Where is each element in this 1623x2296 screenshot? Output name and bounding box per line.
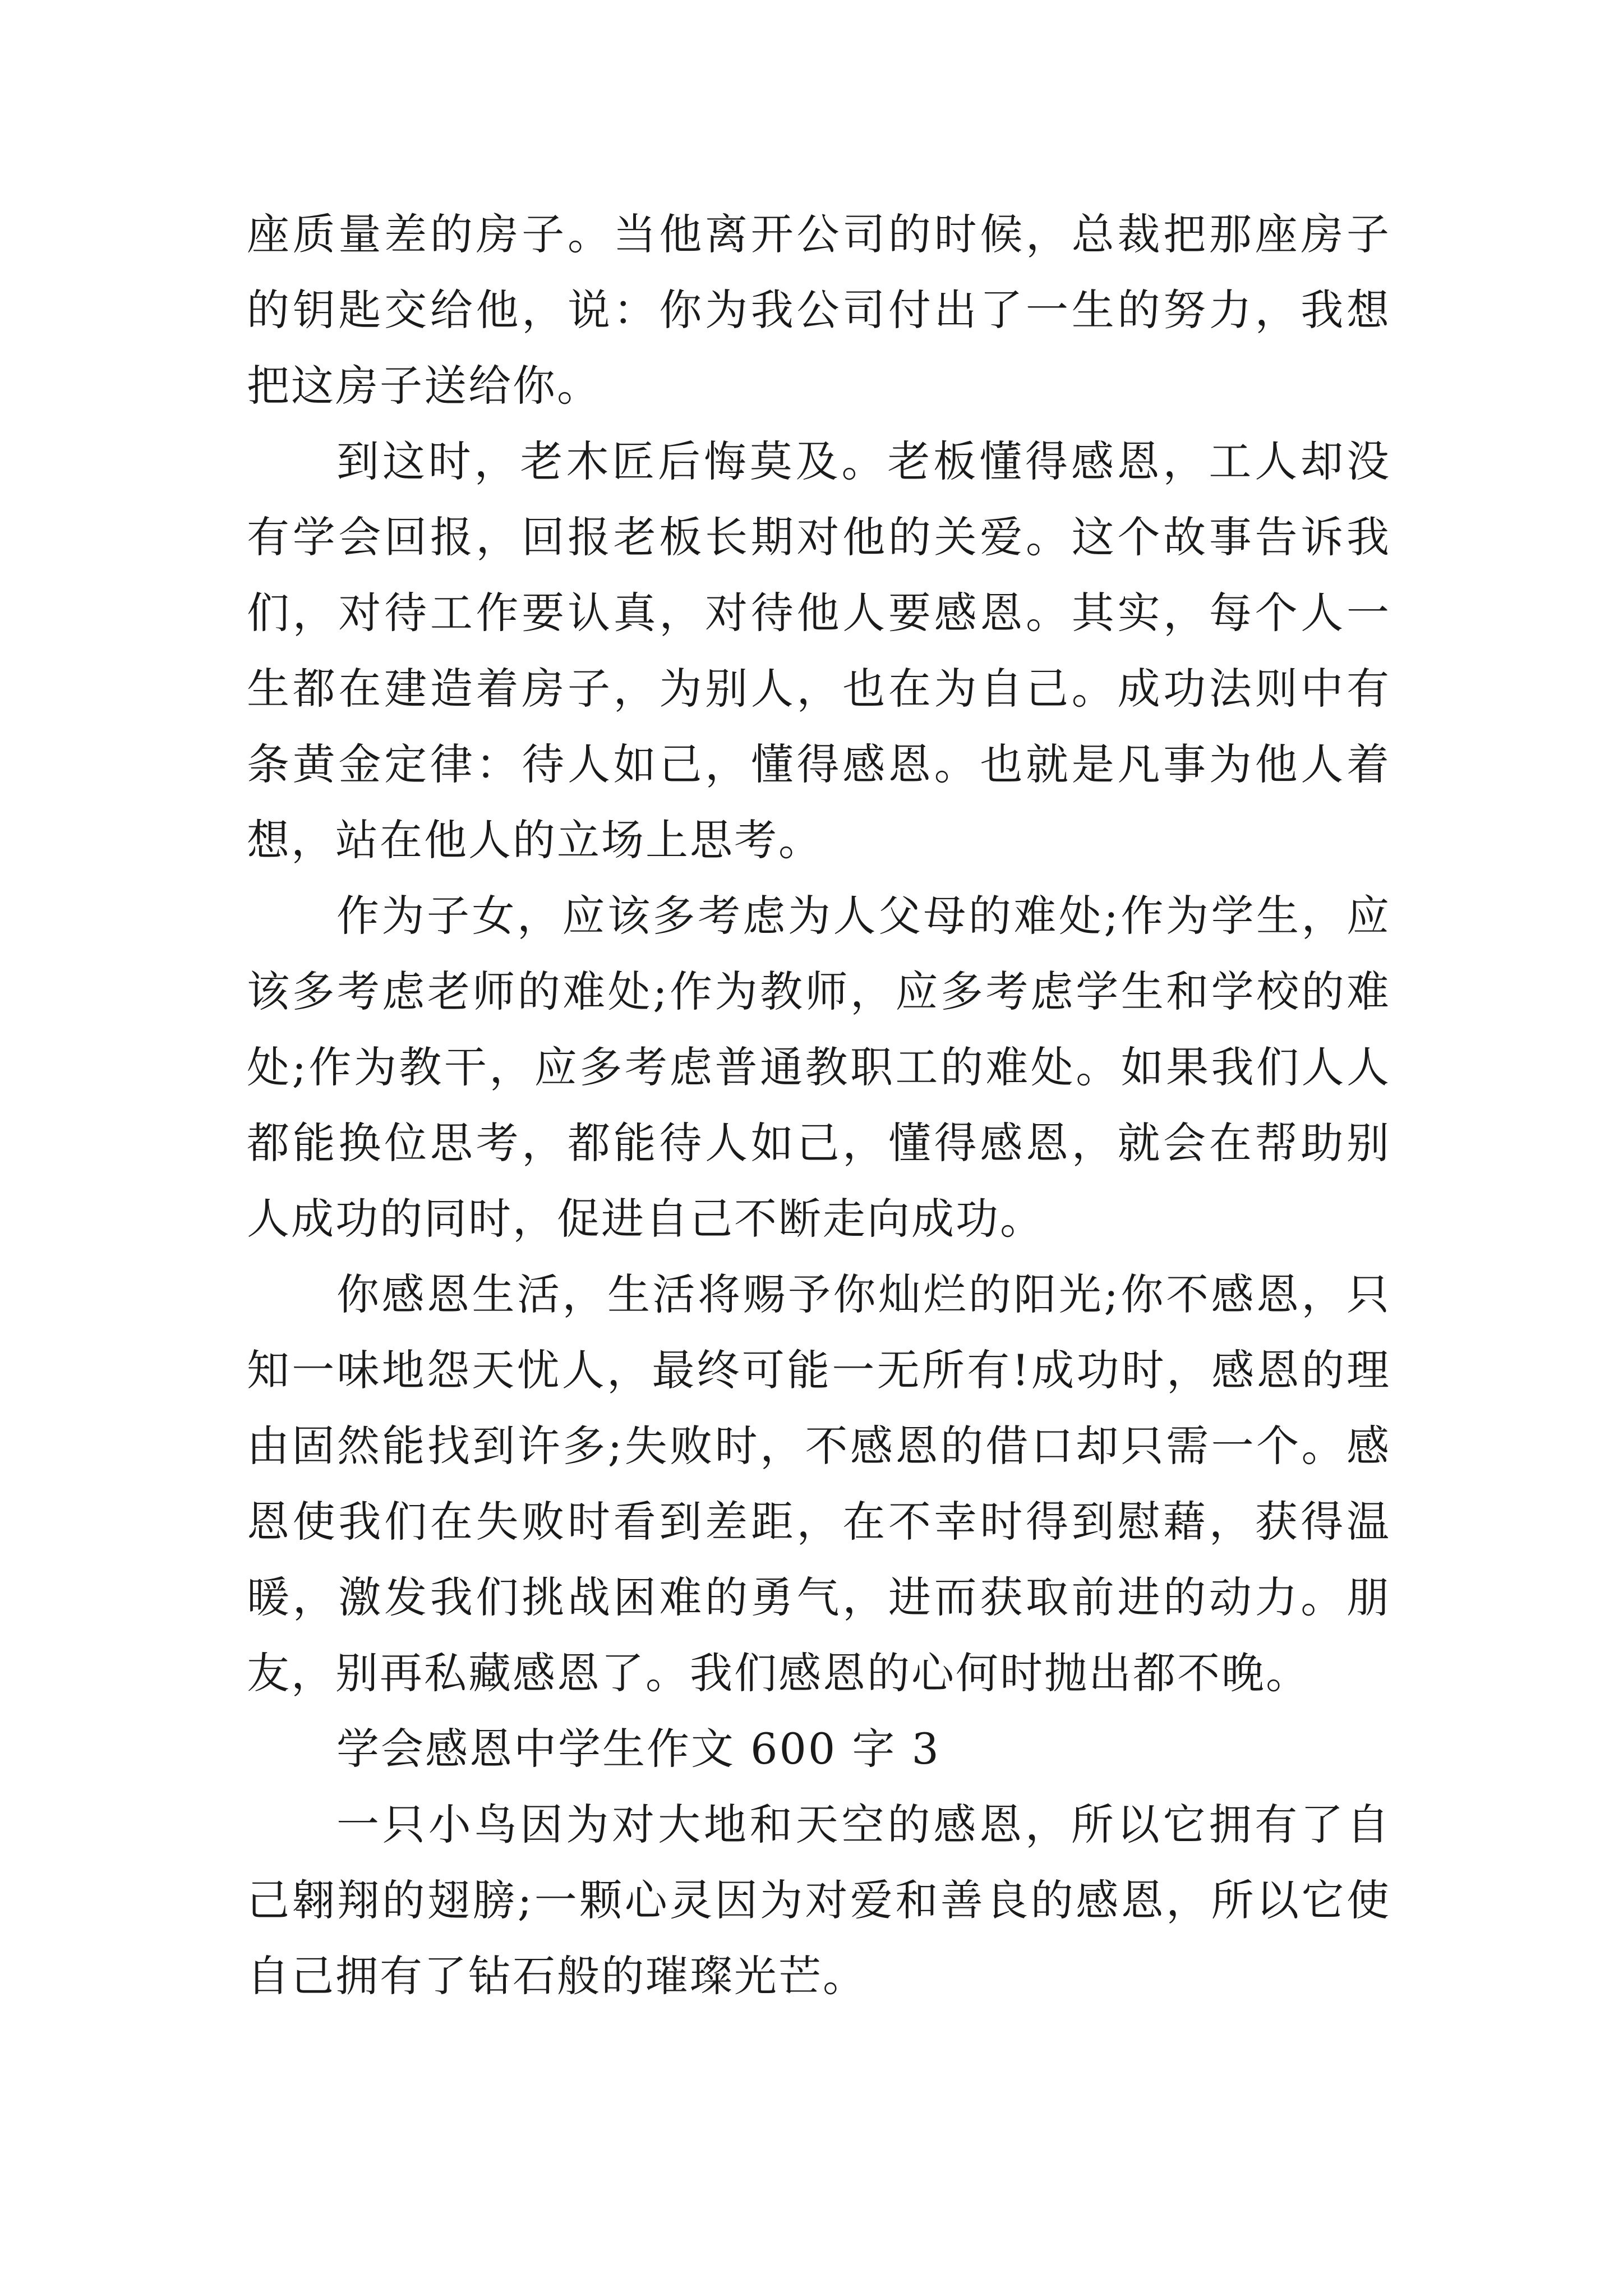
document-body bbox=[247, 196, 1391, 2014]
paragraph-2: 到这时，老木匠后悔莫及。老板懂得感恩，工人却没有学会回报，回报老板长期对他的关爱。这个故事告诉我们，对待工作要认真，对待他人要感恩。其实，每个人一生都在建造着房子，为别人，也在为自己。成功法则中有条黄金定律：待人如己，懂得感恩。也就是凡事为他人着想，站在他人的立场上思考。 bbox=[247, 436, 1391, 865]
paragraph-4: 你感恩生活，生活将赐予你灿烂的阳光;你不感恩，只知一味地怨天忧人，最终可能一无所有!成功时，感恩的理由固然能找到许多;失败时，不感恩的借口却只需一个。感恩使我们在失败时看到差距，在不幸时得到慰藉，获得温暖，激发我们挑战困难的勇气，进而获取前进的动力。朋友，别再私藏感恩了。我们感恩的心何时抛出都不晚。 bbox=[247, 1269, 1391, 1698]
paragraph-6: 一只小鸟因为对大地和天空的感恩，所以它拥有了自己翱翔的翅膀;一颗心灵因为对爱和善良的感恩，所以它使自己拥有了钻石般的璀璨光芒。 bbox=[247, 1800, 1391, 2001]
paragraph-1: 座质量差的房子。当他离开公司的时候，总裁把那座房子的钥匙交给他，说：你为我公司付出了一生的努力，我想把这房子送给你。 bbox=[247, 209, 1391, 411]
paragraph-3: 作为子女，应该多考虑为人父母的难处;作为学生，应该多考虑老师的难处;作为教师，应多考虑学生和学校的难处;作为教干，应多考虑普通教职工的难处。如果我们人人都能换位思考，都能待人如己，懂得感恩，就会在帮助别人成功的同时，促进自己不断走向成功。 bbox=[247, 891, 1391, 1244]
section-heading: 学会感恩中学生作文 600 字 3 bbox=[336, 1724, 940, 1774]
